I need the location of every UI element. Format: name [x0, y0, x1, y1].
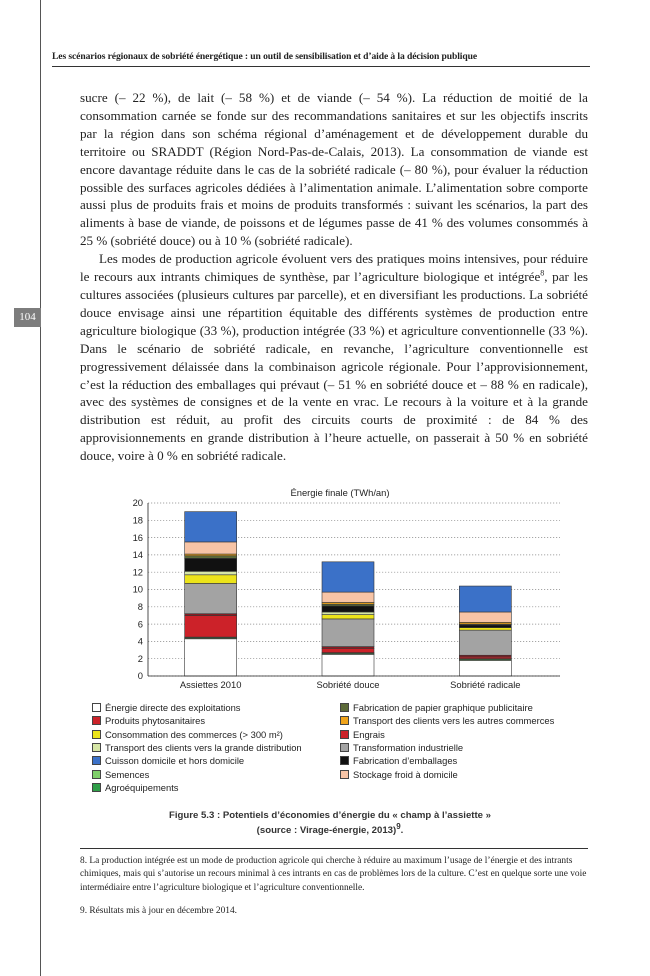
- energy-stacked-bar-chart: [90, 484, 570, 699]
- legend-label: Transport des clients vers la grande distribution: [105, 741, 302, 753]
- bar-segment: [322, 612, 374, 615]
- bar-stack: [322, 562, 374, 676]
- legend-swatch: [92, 783, 101, 792]
- legend-swatch: [92, 703, 101, 712]
- chart-title: Énergie finale (TWh/an): [290, 487, 390, 498]
- legend-item: [340, 701, 533, 714]
- legend-item: [92, 701, 241, 714]
- y-tick-label: 0: [137, 670, 143, 682]
- paragraph-2-part-b: , par les cultures associées (plusieurs cultures par parcelle), et en diversifiant les productions. La sobriété douce envisage ainsi une répartition équitable des différents systèmes de production entre agriculture biologique (33 %), production intégrée (33 %) et agriculture conventionnelle (33 %). Dans le scénario de sobriété radicale, en revanche, l’agriculture conventionnelle est progressivement délaissée dans la combinaison agricole régionale. Pour l’approvisionnement, c’est la réduction des emballages qui prévaut (– 51 % en sobriété douce et – 88 % en radicale), avec des systèmes de consignes et de la vente en vrac. Le recours à la voiture et à la grande distribution est réduit, au profit des circuits courts de proximité : de 84 % des approvisionnements en grande distribution à l’heure actuelle, on passerait à 50 % en sobriété douce, voire à 0 % en sobriété radicale.: [80, 269, 589, 464]
- legend-item: [340, 768, 458, 781]
- footnote-rule: [80, 848, 588, 849]
- x-tick-label: Sobriété douce: [316, 679, 380, 690]
- bar-segment: [459, 628, 511, 631]
- margin-line: [40, 0, 41, 976]
- bar-stack: [459, 586, 511, 676]
- legend-label: Stockage froid à domicile: [353, 768, 458, 780]
- bar-segment: [185, 558, 237, 571]
- bar-segment: [185, 512, 237, 542]
- chart-bars: [185, 512, 512, 676]
- running-title: Les scénarios régionaux de sobriété énergétique : un outil de sensibilisation et d’aide à la décision publique: [52, 51, 478, 62]
- y-tick-label: 12: [132, 566, 143, 578]
- legend-item: [92, 741, 302, 754]
- bar-segment: [322, 654, 374, 676]
- legend-label: Fabrication de papier graphique publicitaire: [353, 702, 533, 713]
- bar-segment: [185, 583, 237, 613]
- bar-segment: [185, 542, 237, 554]
- footnote-ref-9[interactable]: 9: [396, 821, 401, 831]
- bar-segment: [185, 639, 237, 676]
- bar-segment: [322, 606, 374, 612]
- legend-item: [92, 781, 179, 794]
- legend-item: [340, 728, 385, 741]
- legend-swatch: [340, 730, 349, 739]
- paragraph-2-part-a: Les modes de production agricole évoluent vers des pratiques moins intensives, pour réduire le recours aux intrants chimiques de synthèse, par l’agriculture biologique et intégrée: [80, 251, 588, 285]
- legend-label: Produits phytosanitaires: [105, 715, 206, 727]
- legend-item: [340, 714, 554, 727]
- y-tick-label: 2: [137, 652, 143, 664]
- bar-stack: [185, 512, 237, 676]
- bar-segment: [322, 562, 374, 592]
- legend-label: Transformation industrielle: [353, 741, 464, 753]
- legend-label: Cuisson domicile et hors domicile: [105, 755, 245, 767]
- y-tick-label: 8: [137, 601, 143, 612]
- legend-swatch: [340, 743, 349, 752]
- legend-item: [92, 768, 149, 781]
- bar-segment: [322, 615, 374, 619]
- paragraph-2: [80, 250, 588, 465]
- legend-swatch: [92, 730, 101, 739]
- caption-end: .: [400, 825, 404, 836]
- legend-swatch: [92, 756, 101, 765]
- legend-item: [92, 754, 244, 767]
- x-tick-label: Sobriété radicale: [450, 679, 521, 690]
- bar-segment: [459, 586, 511, 612]
- footnote-8: 8. La production intégrée est un mode de production agricole qui cherche à réduire au maximum l’usage de l’énergie et des intrants chimiques, mais qui s’autorise un recours minimal à ces intrants en cas de problèmes lors de la culture. C’est en quelque sorte une voie intermédiaire entre l’agriculture biologique et l’agriculture conventionnelle.: [80, 856, 587, 893]
- legend-label: Engrais: [353, 728, 385, 740]
- bar-segment: [185, 615, 237, 637]
- bar-segment: [459, 612, 511, 622]
- figure-caption: [60, 808, 600, 838]
- legend-swatch: [340, 756, 349, 765]
- legend-swatch: [92, 770, 101, 779]
- y-axis: [133, 497, 148, 681]
- footnote-9: 9. Résultats mis à jour en décembre 2014.: [80, 906, 237, 916]
- legend-swatch: [340, 716, 349, 725]
- y-tick-label: 4: [137, 635, 143, 647]
- bar-segment: [322, 648, 374, 652]
- bar-segment: [185, 575, 237, 584]
- bar-segment: [459, 630, 511, 655]
- bar-segment: [322, 619, 374, 647]
- legend-swatch: [92, 743, 101, 752]
- bar-segment: [459, 625, 511, 628]
- x-tick-label: Assiettes 2010: [179, 679, 242, 690]
- caption-line-1: Figure 5.3 : Potentiels d’économies d’énergie du « champ à l’assiette »: [168, 810, 492, 821]
- legend-label: Consommation des commerces (> 300 m²): [105, 728, 283, 740]
- y-tick-label: 6: [137, 618, 143, 630]
- bar-segment: [459, 660, 511, 676]
- paragraph-1: sucre (– 22 %), de lait (– 58 %) et de viande (– 54 %). La réduction de moitié de la consommation carnée se fonde sur des recommandations sanitaires et sur les objectifs inscrits par la région dans son schéma régional d’aménagement et de développement durable du territoire ou SRADDT (Région Nord-Pas-de-Calais, 2013). La consommation de viande est encore davantage réduite dans le cas de la sobriété radicale (– 80 %), pour évaluer la réduction possible des surfaces agricoles dédiées à l’alimentation animale. L’alimentation sobre comporte aussi plus de produits frais et moins de produits transformés : suivant les scénarios, la part des aliments à base de viande, de poissons et de légumes passe de 41 % des volumes consommés à 25 % (sobriété douce) ou à 10 % (sobriété radicale).: [80, 90, 588, 249]
- legend-item: [92, 728, 283, 741]
- header-rule: [52, 66, 590, 67]
- legend-swatch: [340, 703, 349, 712]
- legend-item: [340, 741, 463, 754]
- legend-label: Énergie directe des exploitations: [105, 702, 241, 713]
- legend-item: [340, 754, 457, 767]
- y-tick-label: 20: [132, 497, 143, 509]
- y-tick-label: 10: [132, 583, 143, 595]
- body-text: [80, 89, 588, 465]
- caption-source: (source : Virage-énergie, 2013): [256, 825, 397, 836]
- legend-label: Fabrication d’emballages: [353, 755, 458, 767]
- y-tick-label: 18: [132, 514, 143, 526]
- legend-label: Transport des clients vers les autres commerces: [353, 715, 555, 727]
- legend-label: Agroéquipements: [105, 781, 179, 793]
- y-tick-label: 16: [132, 531, 143, 543]
- page-number: 104: [14, 308, 41, 327]
- y-tick-label: 14: [132, 549, 143, 561]
- bar-segment: [185, 571, 237, 574]
- legend-item: [92, 714, 205, 727]
- x-axis: [148, 676, 560, 690]
- legend-swatch: [92, 716, 101, 725]
- footnote-ref-8[interactable]: 8: [540, 268, 545, 278]
- caption-line-2: [60, 823, 600, 838]
- bar-segment: [322, 592, 374, 602]
- legend-swatch: [340, 770, 349, 779]
- legend-label: Semences: [105, 768, 150, 780]
- bar-segment: [185, 556, 237, 559]
